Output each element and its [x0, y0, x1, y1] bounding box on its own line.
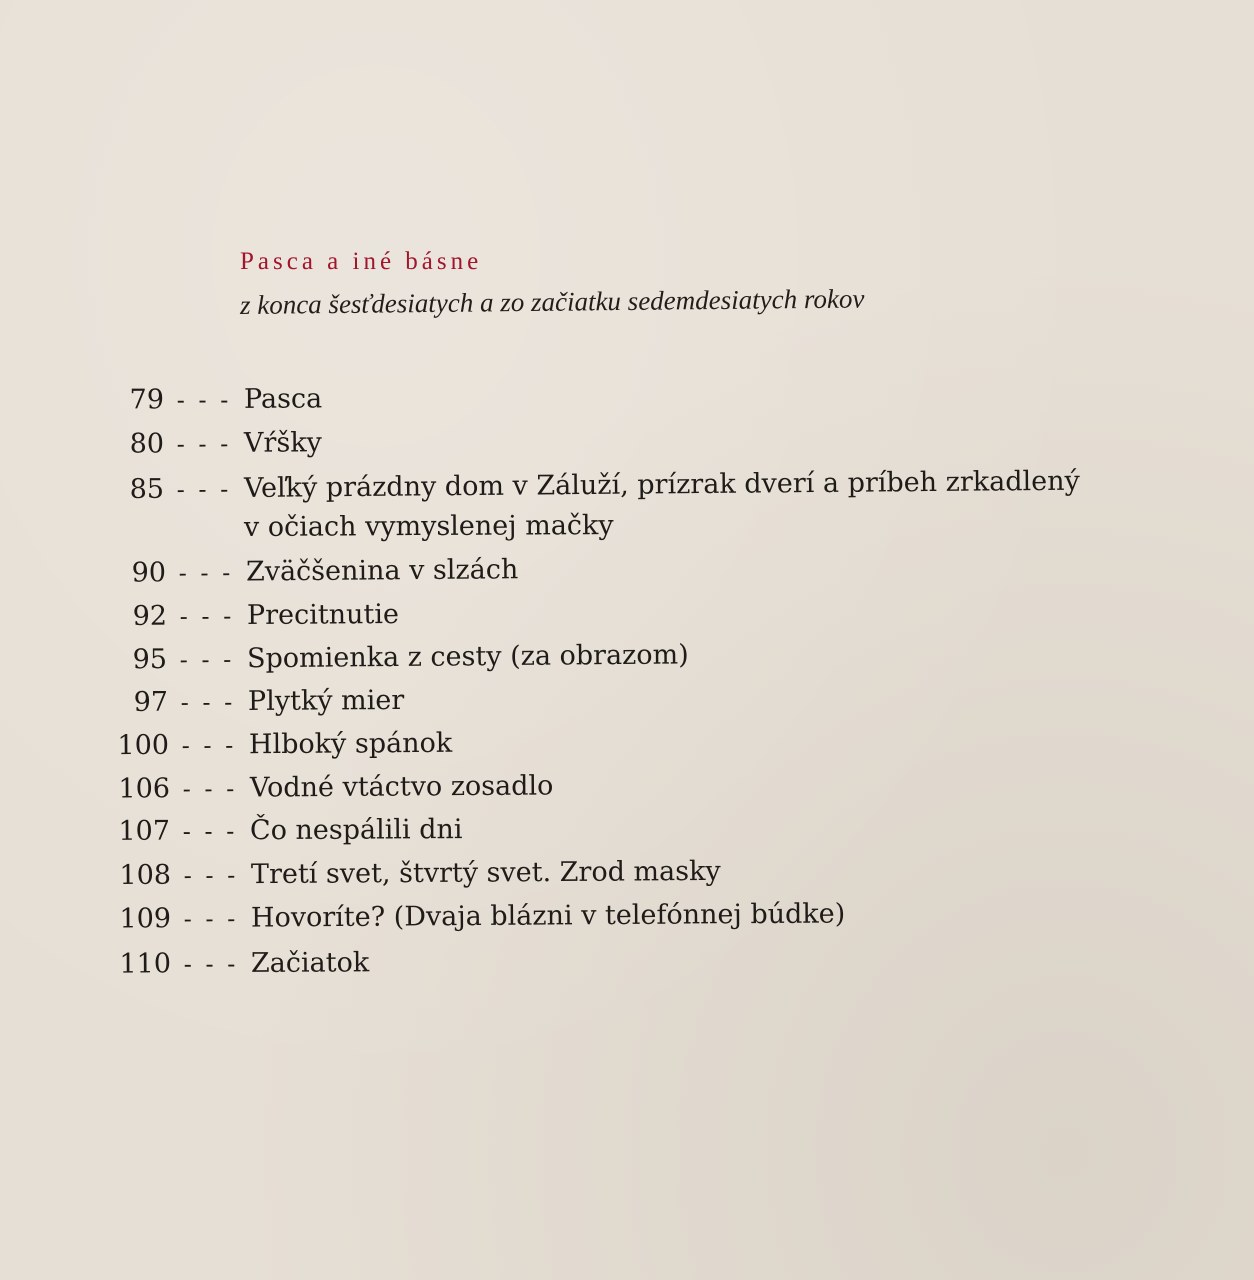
toc-page-number: 95 [132, 643, 168, 676]
toc-title: Tretí svet, štvrtý svet. Zrod masky [250, 855, 721, 891]
toc-title: Precitnutie [246, 598, 400, 632]
section-subtitle: z konca šesťdesiatych a zo začiatku sedemdesiatych rokov [239, 283, 865, 320]
toc-page-number: 79 [129, 384, 165, 416]
toc-entry-plytky-mier [102, 685, 404, 719]
toc-page-number: 85 [129, 473, 165, 506]
toc-entry-hovorite [105, 898, 845, 935]
toc-entry-vrsky [98, 427, 322, 461]
toc-entry-pasca [98, 383, 322, 416]
toc-title: Zväčšenina v slzách [245, 554, 519, 588]
toc-separator: - - - [183, 949, 239, 979]
toc-title: Spomienka z cesty (za obrazom) [246, 639, 689, 675]
toc-separator: - - - [176, 475, 232, 504]
toc-title: Pasca [243, 383, 323, 415]
toc-separator: - - - [176, 429, 232, 459]
toc-entry-precitnutie [101, 599, 399, 633]
toc-page-number: 109 [119, 903, 172, 935]
toc-separator: - - - [179, 602, 235, 631]
toc-page-number: 110 [119, 948, 172, 980]
toc-entry-velky-prazdny-dom [98, 466, 1080, 507]
toc-page-number: 100 [117, 729, 170, 762]
toc-page-number: 97 [133, 686, 169, 718]
toc-title: Vŕšky [243, 427, 322, 459]
toc-title: Vodné vtáctvo zosadlo [249, 770, 554, 804]
toc-entry-vodne-vtactvo [104, 770, 554, 805]
toc-separator: - - - [178, 558, 234, 588]
section-title: Pasca a iné básne [240, 248, 483, 275]
toc-title: Čo nespálili dni [249, 814, 463, 847]
toc-title: Plytký mier [247, 684, 405, 718]
toc-separator: - - - [181, 731, 237, 760]
toc-page-number: 108 [119, 859, 172, 892]
toc-page-number: 80 [129, 428, 165, 460]
toc-title: Hovoríte? (Dvaja blázni v telefónnej búdke) [250, 898, 846, 934]
toc-title: Hlboký spánok [248, 727, 453, 761]
toc-entry-zaciatok [105, 947, 369, 980]
toc-title-continuation: v očiach vymyslenej mačky [243, 510, 614, 543]
toc-page-number: 92 [132, 600, 168, 632]
toc-page-number: 107 [118, 815, 171, 847]
toc-entry-treti-svet [105, 856, 721, 892]
toc-separator: - - - [179, 645, 235, 674]
toc-page-number: 90 [131, 557, 167, 589]
toc-entry-spomienka [101, 639, 689, 676]
toc-separator: - - - [176, 385, 232, 415]
toc-entry-co-nespalili-dni [104, 814, 463, 848]
toc-title: Začiatok [250, 947, 370, 979]
toc-separator: - - - [182, 817, 238, 846]
toc-separator: - - - [183, 904, 239, 934]
toc-page-number: 106 [118, 773, 171, 805]
toc-separator: - - - [180, 688, 236, 717]
toc-separator: - - - [182, 774, 238, 804]
toc-title: Veľký prázdny dom v Záluží, prízrak dverí a príbeh zrkadlený [243, 465, 1080, 505]
toc-entry-hlboky-spanok [103, 728, 452, 762]
toc-entry-zvacsenina [100, 554, 519, 590]
toc-separator: - - - [183, 861, 239, 890]
